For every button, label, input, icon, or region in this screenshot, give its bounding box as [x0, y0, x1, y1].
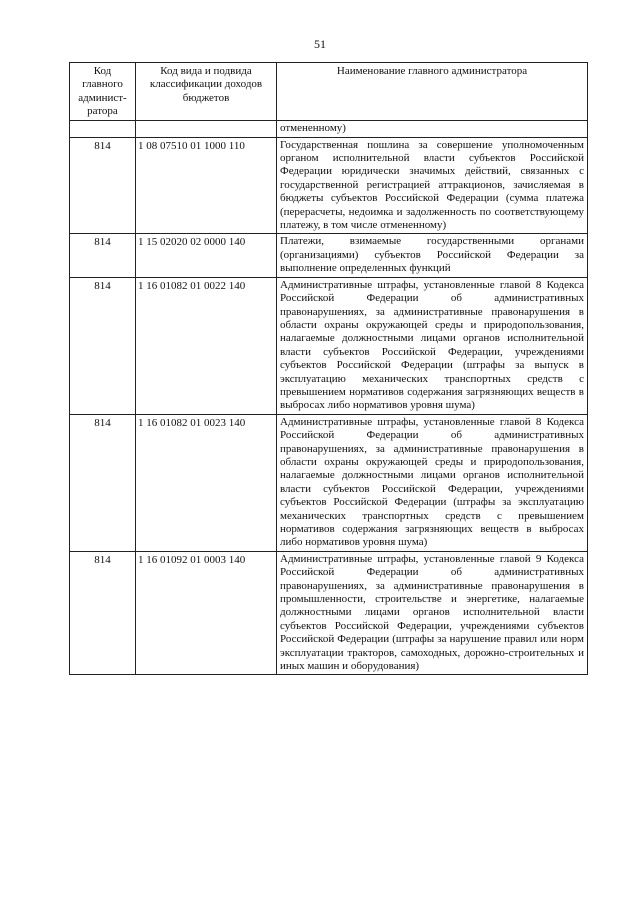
admin-code-cell: 814 [70, 551, 136, 675]
admin-name-cell: Административные штрафы, установленные главой 8 Кодекса Российской Федерации об административных правонарушениях, за административные правонарушения в области охраны окружающей среды и природопользования, налагаемые должностными лицами органов исполнительной власти субъектов Российской Федерации, учреждениями субъектов Российской Федерации (штрафы за эксплуатацию механических транспортных средств с превышением нормативов содержания загрязняющих веществ в выбросах либо нормативов уровня шума) [277, 414, 588, 551]
admin-code-cell: 814 [70, 137, 136, 234]
continuation-empty-cell [70, 120, 136, 137]
income-code-cell: 1 15 02020 02 0000 140 [136, 234, 277, 277]
table-row [70, 277, 588, 414]
income-code-cell: 1 16 01082 01 0023 140 [136, 414, 277, 551]
admin-code-cell: 814 [70, 234, 136, 277]
admin-name-cell: Административные штрафы, установленные главой 9 Кодекса Российской Федерации об административных правонарушениях, за административные правонарушения в промышленности, строительстве и энергетике, налагаемые должностными лицами органов исполнительной власти субъектов Российской Федерации, учреждениями субъектов Российской Федерации (штрафы за нарушение правил или норм эксплуатации тракторов, самоходных, дорожно-строительных и иных машин и оборудования) [277, 551, 588, 675]
admin-name-cell: Административные штрафы, установленные главой 8 Кодекса Российской Федерации об административных правонарушениях, за административные правонарушения в области охраны окружающей среды и природопользования, налагаемые должностными лицами органов исполнительной власти субъектов Российской Федерации, учреждениями субъектов Российской Федерации (штрафы за выпуск в эксплуатацию механических транспортных средств с превышением нормативов содержания загрязняющих веществ в выбросах либо нормативов уровня шума) [277, 277, 588, 414]
continuation-empty-cell [136, 120, 277, 137]
admin-code-cell: 814 [70, 414, 136, 551]
income-code-cell: 1 16 01092 01 0003 140 [136, 551, 277, 675]
table-row [70, 234, 588, 277]
table-header [70, 63, 588, 121]
income-administrators-table [69, 62, 588, 675]
table-row [70, 414, 588, 551]
admin-name-cell: Платежи, взимаемые государственными органами (организациями) субъектов Российской Федерации за выполнение определенных функций [277, 234, 588, 277]
header-admin-code: Код главного админист-ратора [70, 63, 136, 121]
income-code-cell: 1 08 07510 01 1000 110 [136, 137, 277, 234]
continuation-text: отмененному) [277, 120, 588, 137]
admin-code-cell: 814 [70, 277, 136, 414]
header-income-code: Код вида и подвида классификации доходов бюджетов [136, 63, 277, 121]
continuation-row [70, 120, 588, 137]
header-admin-name: Наименование главного администратора [277, 63, 588, 121]
table-row [70, 551, 588, 675]
income-code-cell: 1 16 01082 01 0022 140 [136, 277, 277, 414]
table-row [70, 137, 588, 234]
page-number: 51 [314, 37, 326, 51]
admin-name-cell: Государственная пошлина за совершение уполномоченным органом исполнительной власти субъектов Российской Федерации юридически значимых действий, связанных с государственной регистрацией аттракционов, зачисляемая в бюджеты субъектов Российской Федерации (сумма платежа (перерасчеты, недоимка и задолженность по соответствующему платежу, в том числе отмененному) [277, 137, 588, 234]
